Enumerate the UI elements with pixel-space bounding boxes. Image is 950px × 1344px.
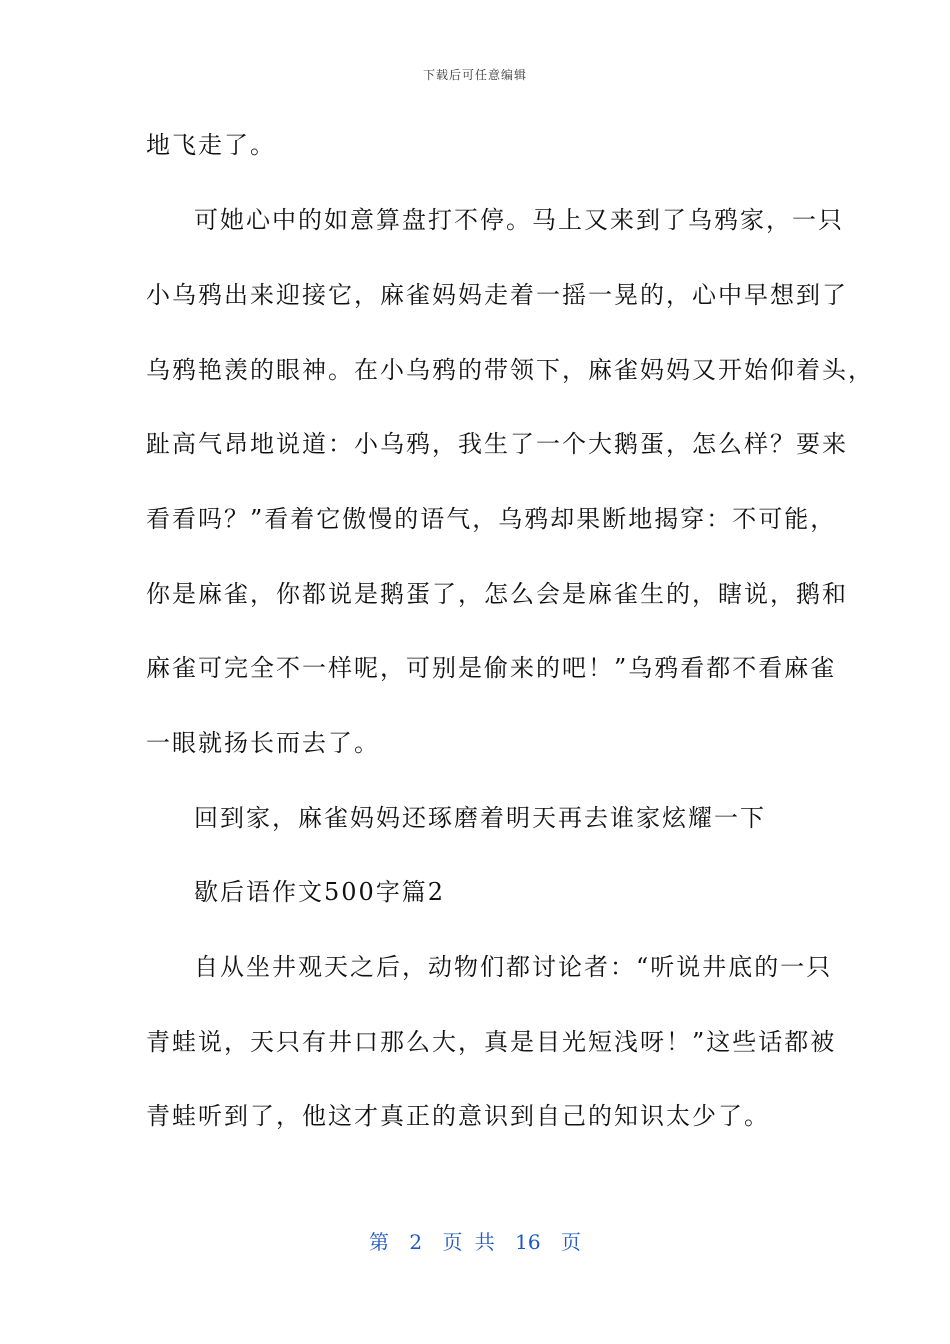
footer-prefix: 第 <box>369 1230 389 1254</box>
text-line: 青蛙听到了，他这才真正的意识到自己的知识太少了。 <box>146 1102 770 1130</box>
text-line: 小乌鸦出来迎接它，麻雀妈妈走着一摇一晃的，心中早想到了 <box>146 281 848 309</box>
text-line: 你是麻雀，你都说是鹅蛋了，怎么会是麻雀生的，瞎说，鹅和 <box>146 580 848 608</box>
text-line: 地飞走了。 <box>146 131 276 159</box>
text-line: 看看吗？”看着它傲慢的语气，乌鸦却果断地揭穿：不可能， <box>146 505 837 533</box>
footer-middle: 页 共 <box>442 1230 495 1254</box>
text-line: 可她心中的如意算盘打不停。马上又来到了乌鸦家，一只 <box>194 206 844 234</box>
footer-suffix: 页 <box>560 1230 581 1254</box>
footer-total-pages: 16 <box>515 1230 541 1254</box>
text-line: 回到家，麻雀妈妈还琢磨着明天再去谁家炫耀一下 <box>194 804 766 832</box>
text-line: 青蛙说，天只有井口那么大，真是目光短浅呀！”这些话都被 <box>146 1028 837 1056</box>
text-line: 一眼就扬长而去了。 <box>146 729 380 757</box>
text-line: 麻雀可完全不一样呢，可别是偷来的吧！”乌鸦看都不看麻雀 <box>146 654 837 682</box>
section-heading: 歇后语作文500字篇2 <box>194 878 446 906</box>
text-line: 乌鸦艳羡的眼神。在小乌鸦的带领下，麻雀妈妈又开始仰着头， <box>146 356 874 384</box>
page-header: 下载后可任意编辑 <box>422 68 527 82</box>
page-footer <box>0 1226 950 1255</box>
text-line: 自从坐井观天之后，动物们都讨论者：“听说井底的一只 <box>194 953 833 981</box>
footer-page-number: 2 <box>409 1230 423 1254</box>
text-line: 趾高气昂地说道：小乌鸦，我生了一个大鹅蛋，怎么样？要来 <box>146 430 848 458</box>
